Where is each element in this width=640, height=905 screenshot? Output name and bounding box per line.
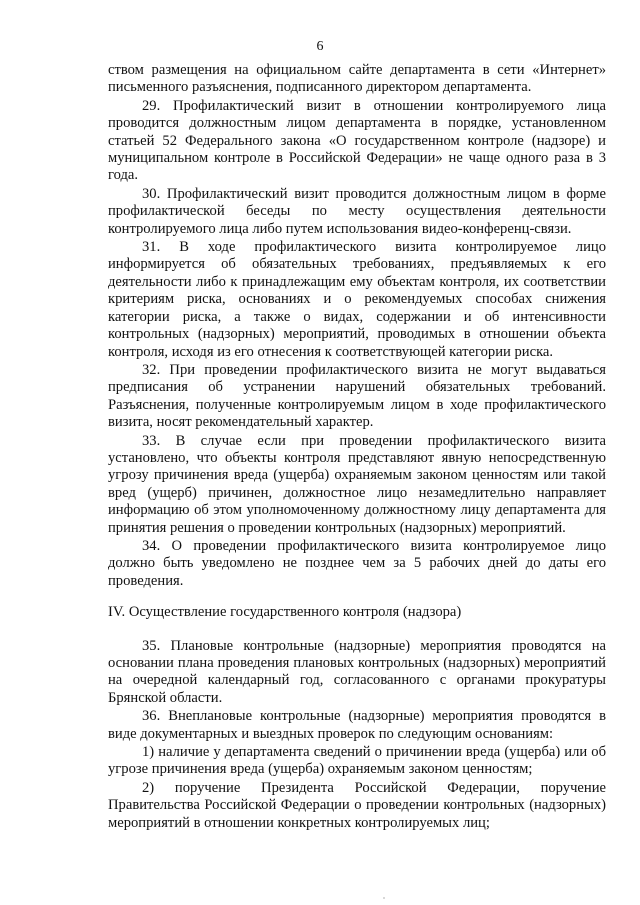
paragraph-30: 30. Профилактический визит проводится должностным лицом в форме профилактической беседы по месту осуществления деятельности контролируемого лица либо путем использования видео-конференц-связи. <box>108 185 606 237</box>
list-item-2: 2) поручение Президента Российской Федерации, поручение Правительства Российской Федерации о проведении контрольных (надзорных) мероприятий в отношении конкретных контролируемых лиц; <box>108 779 606 831</box>
paragraph-29: 29. Профилактический визит в отношении контролируемого лица проводится должностным лицом департамента в порядке, установленном статьей 52 Федерального закона «О государственном контроле (надзоре) и муниципальном контроле в Российской Федерации» не чаще одного раза в 3 года. <box>108 97 606 184</box>
paragraph-35: 35. Плановые контрольные (надзорные) мероприятия проводятся на основании плана проведения плановых контрольных (надзорных) мероприятий на очередной календарный год, согласованного с органами прокуратуры Брянской области. <box>108 637 606 706</box>
document-body <box>108 62 606 832</box>
paragraph-36: 36. Внеплановые контрольные (надзорные) мероприятия проводятся в виде документарных и выездных проверок по следующим основаниям: <box>108 708 606 742</box>
section-heading: IV. Осуществление государственного контроля (надзора) <box>108 604 462 621</box>
paragraph-31: 31. В ходе профилактического визита контролируемое лицо информируется об обязательных требованиях, предъявляемых к его деятельности либо к принадлежащим ему объектам контроля, их соответствии критериям риска, основаниях и о рекомендуемых способах снижения категории риска, а также о видах, содержании и об интенсивности контрольных (надзорных) мероприятий, проводимых в отношении объекта контроля, исходя из его отнесения к соответствующей категории риска. <box>108 239 606 360</box>
paragraph-32: 32. При проведении профилактического визита не могут выдаваться предписания об устранении нарушений обязательных требований. Разъяснения, полученные контролируемым лицом в ходе профилактического визита, носят рекомендательный характер. <box>108 361 606 431</box>
list-item-1: 1) наличие у департамента сведений о причинении вреда (ущерба) или об угрозе причинения вреда (ущерба) охраняемым законом ценностям; <box>108 744 606 778</box>
paragraph-continuation: ством размещения на официальном сайте департамента в сети «Интернет» письменного разъяснения, подписанного директором департамента. <box>108 62 606 96</box>
scan-speck <box>383 897 385 899</box>
paragraph-33: 33. В случае если при проведении профилактического визита установлено, что объекты контроля представляют явную непосредственную угрозу причинения вреда (ущерба) охраняемым законом ценностям или такой вред (ущерб) причинен, должностное лицо незамедлительно направляет информацию об этом уполномоченному должностному лицу департамента для принятия решения о проведении контрольных (надзорных) мероприятий. <box>108 432 606 536</box>
page-number: 6 <box>316 39 324 54</box>
paragraph-34: 34. О проведении профилактического визита контролируемое лицо должно быть уведомлено не позднее чем за 5 рабочих дней до даты его проведения. <box>108 537 606 589</box>
